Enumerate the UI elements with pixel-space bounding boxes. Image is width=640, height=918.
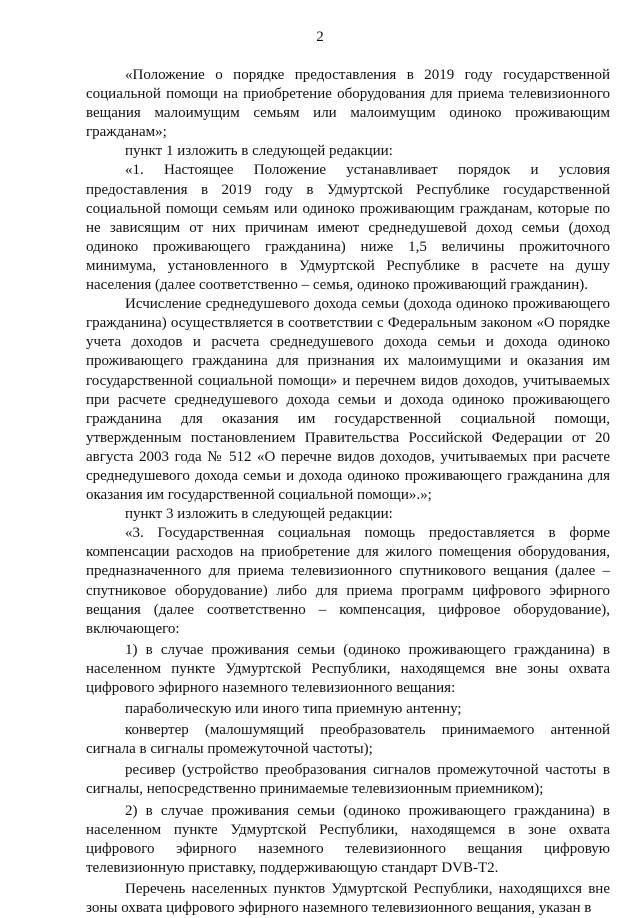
paragraph-antenna: параболическую или иного типа приемную антенну; bbox=[125, 701, 462, 718]
page-number: 2 bbox=[316, 29, 324, 45]
paragraph-item-1-intro: пункт 1 изложить в следующей редакции: bbox=[125, 143, 393, 160]
paragraph-item-3-text: «3. Государственная социальная помощь предоставляется в форме компенсации расходов на приобретение для жилого помещения оборудования, предназначенного для приема телевизионного спутникового вещания (далее – спутниковое оборудование) либо для приема программ цифрового эфирного вещания (далее соответственно – компенсация, цифровое оборудование), включающего: bbox=[86, 525, 610, 637]
paragraph-case-1: 1) в случае проживания семьи (одиноко проживающего гражданина) в населенном пункте Удмуртской Республики, находящемся вне зоны охвата цифрового эфирного наземного телевизионного вещания: bbox=[86, 641, 610, 696]
paragraph-item-1-text: «1. Настоящее Положение устанавливает порядок и условия предоставления в 2019 году в Удмуртской Республике государственной социальной помощи семьям или одиноко проживающим гражданам, которые по не зависящим от них причинам имеют среднедушевой доход семьи (доход одиноко проживающего гражданина) ниже 1,5 величины прожиточного минимума, установленного в Удмуртской Республике в расчете на душу населения (далее соответственно – семья, одиноко проживающий гражданин). bbox=[86, 162, 610, 294]
paragraph-case-2: 2) в случае проживания семьи (одиноко проживающего гражданина) в населенном пункте Удмуртской Республики, находящемся в зоне охвата цифрового эфирного наземного телевизионного вещания цифровую телевизионную приставку, поддерживающую стандарт DVB-T2. bbox=[86, 802, 610, 876]
document-body bbox=[86, 66, 610, 918]
paragraph-item-3-intro: пункт 3 изложить в следующей редакции: bbox=[125, 506, 393, 523]
paragraph-income-calculation: Исчисление среднедушевого дохода семьи (дохода одиноко проживающего гражданина) осуществляется в соответствии с Федеральным законом «О порядке учета доходов и расчета среднедушевого дохода семьи и дохода одиноко проживающего гражданина для признания их малоимущими и оказания им государственной социальной помощи» и перечнем видов доходов, учитываемых при расчете среднедушевого дохода семьи и дохода одиноко проживающего гражданина для оказания им государственной социальной помощи, утвержденным постановлением Правительства Российской Федерации от 20 августа 2003 года № 512 «О перечне видов доходов, учитываемых при расчете среднедушевого дохода семьи и дохода одиноко проживающего гражданина для оказания им государственной социальной помощи».»; bbox=[86, 296, 610, 504]
paragraph-converter: конвертер (малошумящий преобразователь принимаемого антенной сигнала в сигналы промежуточной частоты); bbox=[86, 722, 610, 758]
paragraph-regulation-title: «Положение о порядке предоставления в 2019 году государственной социальной помощи на приобретение оборудования для приема телевизионного вещания малоимущим семьям или малоимущим одиноко проживающим гражданам»; bbox=[86, 67, 610, 141]
paragraph-settlements-list: Перечень населенных пунктов Удмуртской Республики, находящихся вне зоны охвата цифрового эфирного наземного телевизионного вещания, указан в bbox=[86, 880, 610, 917]
paragraph-receiver: ресивер (устройство преобразования сигналов промежуточной частоты в сигналы, непосредственно принимаемые телевизионным приемником); bbox=[86, 762, 610, 798]
